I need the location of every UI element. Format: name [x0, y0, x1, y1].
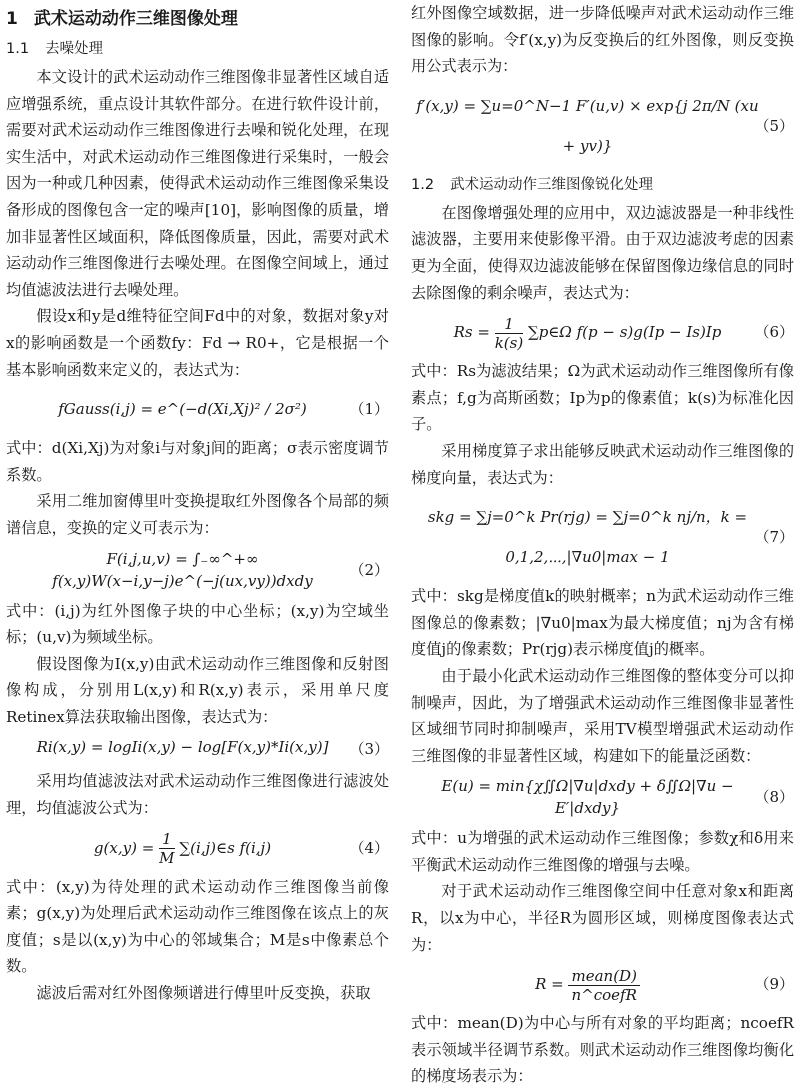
paragraph: 滤波后需对红外图像频谱进行傅里叶反变换，获取	[36, 984, 371, 1003]
equation-number: （3）	[349, 740, 389, 759]
paragraph: 在图像增强处理的应用中，双边滤波器是一种非线性滤波器，主要用来使影像平滑。由于双边滤波考虑的因素更为全面，使得双边滤波能够在保留图像边缘信息的同时去除图像的剩余噪声，表达式为：	[411, 203, 794, 302]
equation-number: （1）	[349, 400, 389, 419]
equation-number: （8）	[754, 788, 794, 807]
numerator: mean(D)	[568, 967, 639, 986]
equation-number: （6）	[754, 323, 794, 342]
equation-body: Ri(x,y) = logIi(x,y) − log[F(x,y)*Ii(x,y)]	[36, 738, 329, 757]
section-heading	[6, 4, 389, 34]
paragraph: 采用均值滤波法对武术运动动作三维图像进行滤波处理，均值滤波公式为：	[6, 772, 389, 818]
equation-body: E(u) = min{χ∬Ω|∇u|dxdy + δ∬Ω|∇u − E′|dxdy}	[441, 777, 734, 818]
subsection-number: 1.2	[411, 176, 435, 193]
paragraph: 式中：(x,y)为待处理的武术运动动作三维图像当前像素；g(x,y)为处理后武术运动动作三维图像在该点上的灰度值；s是以(x,y)为中心的邻域集合；M是s中像素总个数。	[6, 877, 389, 976]
denominator: k(s)	[494, 333, 524, 352]
equation-3	[6, 736, 389, 762]
numerator: 1	[495, 315, 524, 334]
equation-7	[411, 497, 794, 577]
subsection-heading	[411, 172, 794, 198]
paragraph: 式中：(i,j)为红外图像子块的中心坐标；(x,y)为空域坐标；(u,v)为频域坐标。	[6, 601, 389, 647]
subsection-title: 武术运动动作三维图像锐化处理	[450, 176, 654, 193]
denominator: n^coefR	[571, 985, 637, 1004]
paragraph: 对于武术运动动作三维图像空间中任意对象x和距离R，以x为中心，半径R为圆形区域，则梯度图像表达式为：	[411, 882, 794, 954]
equation-8	[411, 775, 794, 819]
paragraph: 假设x和y是d维特征空间Fd中的对象，数据对象y对x的影响函数是一个函数fy：Fd → R0+，它是根据一个基本影响函数来定义的，表达式为：	[6, 307, 389, 379]
equation-5	[411, 86, 794, 166]
equation-4	[6, 828, 389, 868]
subsection-title: 去噪处理	[45, 41, 104, 57]
equation-2	[6, 548, 389, 592]
paragraph: 采用梯度算子求出能够反映武术运动动作三维图像的梯度向量，表达式为：	[411, 441, 794, 487]
left-column	[6, 0, 389, 1002]
paragraph: 红外图像空域数据，进一步降低噪声对武术运动动作三维图像的影响。令f′(x,y)为反变换后的红外图像，则反变换用公式表示为：	[411, 4, 794, 76]
equation-1	[6, 389, 389, 429]
right-column	[411, 0, 794, 1086]
section-title: 武术运动动作三维图像处理	[33, 9, 238, 29]
paragraph: 假设图像为I(x,y)由武术运动动作三维图像和反射图像构成，分别用L(x,y)和R(x,y)表示，采用单尺度Retinex算法获取输出图像，表达式为：	[6, 654, 389, 726]
equation-body: skg = ∑j=0^k Pr(rjg) = ∑j=0^k nj/n，k = 0,1,2,⋯,|∇u0|max − 1	[427, 508, 748, 567]
equation-lhs: Rs =	[453, 323, 490, 342]
fraction	[495, 315, 524, 352]
paragraph: 由于最小化武术运动动作三维图像的整体变分可以抑制噪声，因此，为了增强武术运动动作三维图像非显著性区域细节同时抑制噪声，采用TV模型增强武术运动动作三维图像的非显著性区域，构建如下的能量泛函数：	[411, 666, 794, 765]
fraction	[159, 830, 175, 867]
equation-rhs: ∑p∈Ω f(p − s)g(Ip − Is)Ip	[528, 323, 722, 342]
fraction	[568, 967, 639, 1004]
equation-body: F(i,j,u,v) = ∫₋∞^+∞ f(x,y)W(x−i,y−j)e^(−j(ux,vy))dxdy	[52, 549, 313, 590]
equation-number: （4）	[349, 838, 389, 857]
subsection-number: 1.1	[6, 41, 30, 57]
equation-number: （9）	[754, 975, 794, 994]
numerator: 1	[159, 830, 175, 849]
subsection-heading	[6, 36, 389, 62]
equation-body: fGauss(i,j) = e^(−d(Xi,Xj)² / 2σ²)	[58, 400, 307, 419]
section-number: 1	[6, 9, 18, 29]
equation-6	[411, 312, 794, 352]
equation-number: （2）	[349, 560, 389, 579]
denominator: M	[159, 849, 175, 868]
paragraph: 采用二维加窗傅里叶变换提取红外图像各个局部的频谱信息，变换的定义可表示为：	[6, 492, 389, 537]
equation-lhs: R =	[535, 975, 564, 994]
equation-rhs: ∑(i,j)∈s f(i,j)	[179, 838, 272, 857]
equation-number: （5）	[754, 116, 794, 135]
paragraph: 式中：skg是梯度值k的映射概率；n为武术运动动作三维图像总的像素数；|∇u0|max为最大梯度值；nj为含有梯度值j的像素数；Pr(rjg)表示梯度值j的概率。	[411, 587, 794, 659]
paragraph: 本文设计的武术运动动作三维图像非显著性区域自适应增强系统，重点设计其软件部分。在进行软件设计前，需要对武术运动动作三维图像进行去噪和锐化处理，在现实生活中，对武术运动动作三维图像进行采集时，一般会因为一种或几种因素，使得武术运动动作三维图像采集设备形成的图像包含一定的噪声[10]，影响图像的质量，增加非显著性区域面积，降低图像质量，因此，需要对武术运动动作三维图像进行去噪处理。在图像空间域上，通过均值滤波法进行去噪处理。	[6, 68, 389, 299]
equation-number: （7）	[754, 528, 794, 547]
paragraph: 式中：u为增强的武术运动动作三维图像；参数χ和δ用来平衡武术运动动作三维图像的增强与去噪。	[411, 829, 794, 874]
paragraph: 式中：mean(D)为中心与所有对象的平均距离；ncoefR表示领域半径调节系数。则武术运动动作三维图像均衡化的梯度场表示为：	[411, 1014, 794, 1086]
paragraph: 式中：d(Xi,Xj)为对象i与对象j间的距离；σ表示密度调节系数。	[6, 439, 389, 484]
paragraph: 式中：Rs为滤波结果；Ω为武术运动动作三维图像所有像素点；f,g为高斯函数；Ip为p的像素值；k(s)为标准化因子。	[411, 362, 794, 434]
equation-9	[411, 964, 794, 1004]
equation-lhs: g(x,y) =	[93, 838, 155, 857]
equation-body: f′(x,y) = ∑u=0^N−1 F′(u,v) × exp{j 2π/N (xu + yv)}	[416, 96, 759, 155]
